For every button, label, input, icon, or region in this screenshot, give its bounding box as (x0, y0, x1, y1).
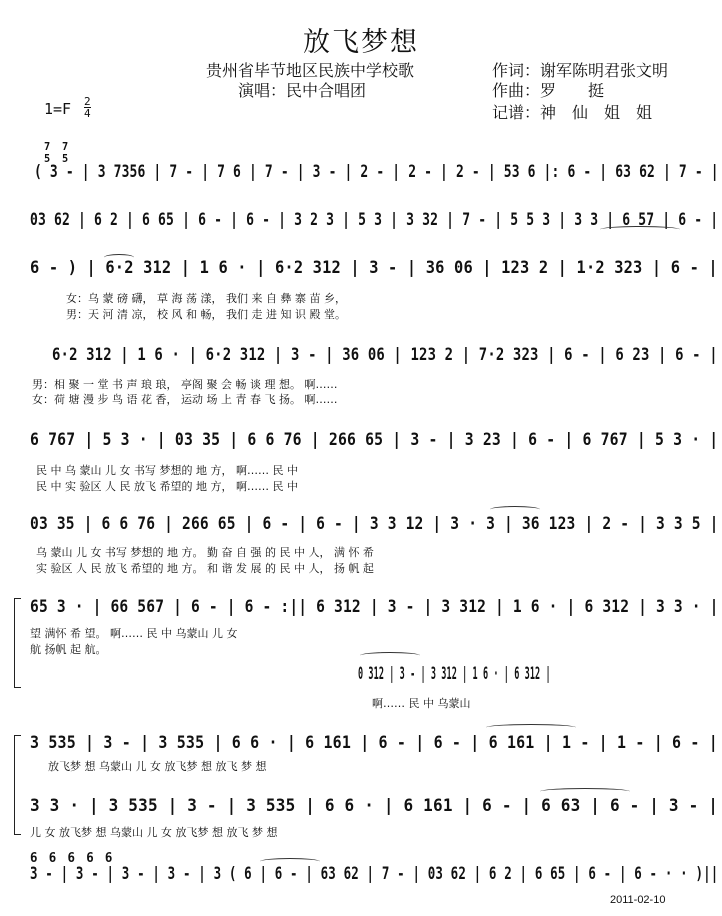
key-signature: 1=F (44, 100, 72, 118)
line4-lyrics-2: 女：荷 塘 漫 步 鸟 语 花 香， 运动 场 上 青 春 飞 扬。 啊…… (32, 393, 338, 406)
line10-lyrics: 儿 女 放飞梦 想 乌蒙山 儿 女 放飞梦 想 放飞 梦 想 (30, 826, 278, 839)
singer-credit: 演唱：民中合唱团 (238, 81, 367, 100)
slur (104, 254, 134, 261)
system-brace-2 (14, 735, 21, 835)
transcriber-credit: 记谱：神 仙 姐 姐 (492, 103, 653, 122)
score-line-5: 6 767 | 5 3 · | 03 35 | 6 6 76 | 266 65 | 3 - | 3 23 | 6 - | 6 767 | 5 3 · | (30, 430, 719, 450)
system-brace-1 (14, 598, 21, 688)
line6-lyrics-1: 乌 蒙山 儿 女 书写 梦想的 地 方。 勤 奋 自 强 的 民 中 人， 满 怀 希 (36, 546, 374, 559)
lyricist-credit: 作词：谢军陈明君张文明 (492, 61, 669, 80)
line1-chord-mid: 5 5 (44, 152, 71, 165)
song-title: 放飞梦想 (303, 27, 419, 58)
score-line-1: ( 3 - | 3 7356 | 7 - | 7 6 | 7 - | 3 - | 2 - | 2 - | 2 - | 53 6 |: 6 - | 63 62 | 7 - | (34, 162, 719, 182)
score-line-9: 3 535 | 3 - | 3 535 | 6 6 · | 6 161 | 6 - | 6 - | 6 161 | 1 - | 1 - | 6 - | (30, 733, 718, 753)
score-line-4: 6·2 312 | 1 6 · | 6·2 312 | 3 - | 36 06 | 123 2 | 7·2 323 | 6 - | 6 23 | 6 - | (52, 345, 718, 365)
line6-lyrics-2: 实 验区 人 民 放飞 希望的 地 方。 和 谐 发 展 的 民 中 人， 扬 帆 起 (36, 562, 374, 575)
line5-lyrics-2: 民 中 实 验区 人 民 放飞 希望的 地 方， 啊…… 民 中 (36, 480, 298, 493)
line11-top-notes: 6 6 6 6 6 (30, 851, 115, 866)
composer-credit: 作曲：罗 挺 (492, 81, 605, 100)
time-signature: 2 4 (84, 95, 91, 120)
slur (540, 788, 630, 795)
line4-lyrics-1: 男：相 聚 一 堂 书 声 琅 琅， 亭阁 聚 会 畅 谈 理 想。 啊…… (32, 378, 338, 391)
slur (260, 858, 320, 865)
line3-lyrics-1: 女：乌 蒙 磅 礴， 草 海 荡 漾， 我们 来 自 彝 寨 苗 乡， (66, 292, 346, 305)
slur (490, 506, 540, 513)
score-line-8: 0 312 | 3 - | 3 312 | 1 6 · | 6 312 | (358, 664, 551, 684)
line1-chord-top: 7 7 (44, 140, 71, 153)
line9-lyrics: 放飞梦 想 乌蒙山 儿 女 放飞梦 想 放飞 梦 想 (48, 760, 267, 773)
score-line-2: 03 62 | 6 2 | 6 65 | 6 - | 6 - | 3 2 3 | 5 3 | 3 32 | 7 - | 5 5 3 | 3 3 | 6 57 | 6 - | (30, 210, 719, 230)
slur (486, 724, 576, 731)
score-line-11: 3 - | 3 - | 3 - | 3 - | 3 ( 6 | 6 - | 63 62 | 7 - | 03 62 | 6 2 | 6 65 | 6 - | 6 - · · )|| (30, 864, 719, 884)
date-stamp: 2011-02-10 (610, 894, 666, 906)
line8-lyrics: 啊…… 民 中 乌蒙山 (372, 697, 471, 710)
score-line-10: 3 3 · | 3 535 | 3 - | 3 535 | 6 6 · | 6 161 | 6 - | 6 63 | 6 - | 3 - | (30, 796, 719, 816)
slur (360, 652, 420, 659)
line3-lyrics-2: 男：天 河 清 凉， 校 风 和 畅， 我们 走 进 知 识 殿 堂。 (66, 308, 346, 321)
score-line-3: 6 - ) | 6·2 312 | 1 6 · | 6·2 312 | 3 - | 36 06 | 123 2 | 1·2 323 | 6 - | (30, 258, 718, 278)
line7-lyrics-2: 航 扬帆 起 航。 (30, 643, 107, 656)
song-subtitle: 贵州省毕节地区民族中学校歌 (206, 61, 415, 80)
score-line-6: 03 35 | 6 6 76 | 266 65 | 6 - | 6 - | 3 3 12 | 3 · 3 | 36 123 | 2 - | 3 3 5 | (30, 514, 719, 534)
line7-lyrics-1: 望 满怀 希 望。 啊…… 民 中 乌蒙山 儿 女 (30, 627, 238, 640)
slur (600, 226, 680, 233)
score-line-7: 65 3 · | 66 567 | 6 - | 6 - :|| 6 312 | 3 - | 3 312 | 1 6 · | 6 312 | 3 3 · | (30, 597, 719, 617)
line5-lyrics-1: 民 中 乌 蒙山 儿 女 书写 梦想的 地 方， 啊…… 民 中 (36, 464, 298, 477)
